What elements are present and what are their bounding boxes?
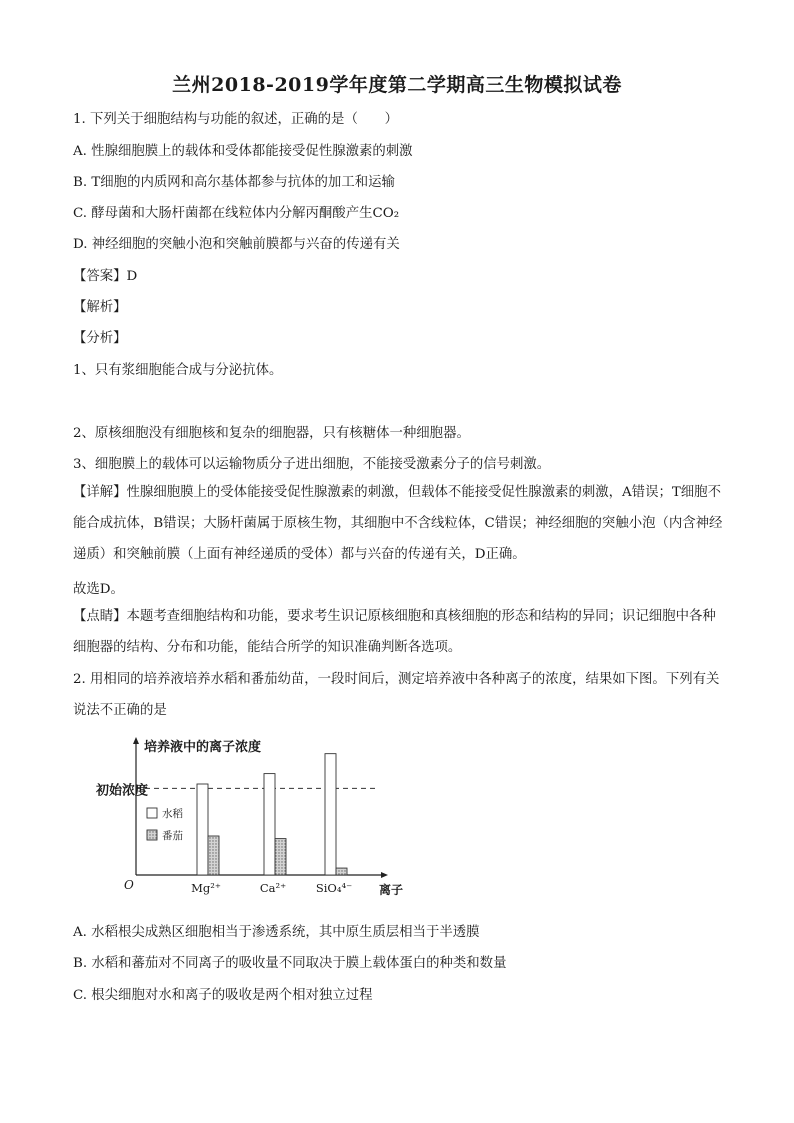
q1-option-b: B. T细胞的内质网和高尔基体都参与抗体的加工和运输 xyxy=(73,175,395,190)
legend-label-1: 番茄 xyxy=(162,830,183,842)
bar-0-1 xyxy=(208,836,219,875)
bar-0-0 xyxy=(197,784,208,875)
q1-option-a: A. 性腺细胞膜上的载体和受体都能接受促性腺激素的刺激 xyxy=(73,144,413,159)
q2-option-a: A. 水稻根尖成熟区细胞相当于渗透系统，其中原生质层相当于半透膜 xyxy=(73,925,480,940)
q1-answer: 【答案】D xyxy=(73,269,138,284)
ion-concentration-chart xyxy=(95,735,425,900)
q1-option-c: C. 酵母菌和大肠杆菌都在线粒体内分解丙酮酸产生CO₂ xyxy=(73,206,400,221)
x-axis-title: 离子 xyxy=(379,883,404,897)
x-tick-label-2: SiO₄⁴⁻ xyxy=(315,881,353,895)
bar-2-1 xyxy=(336,868,347,875)
legend-swatch-1 xyxy=(147,830,157,840)
x-tick-label-0: Mg²⁺ xyxy=(191,881,221,895)
q2-option-c: C. 根尖细胞对水和离子的吸收是两个相对独立过程 xyxy=(73,988,373,1003)
x-axis-arrow xyxy=(381,872,388,878)
q1-option-d: D. 神经细胞的突触小泡和突触前膜都与兴奋的传递有关 xyxy=(73,237,400,252)
bar-2-0 xyxy=(325,754,336,875)
bar-1-1 xyxy=(275,839,286,875)
page-title: 兰州2018-2019学年度第二学期高三生物模拟试卷 xyxy=(172,74,622,96)
q1-analysis-3: 3、细胞膜上的载体可以运输物质分子进出细胞，不能接受激素分子的信号刺激。 xyxy=(73,457,551,472)
q1-detail: 【详解】性腺细胞膜上的受体能接受促性腺激素的刺激，但载体不能接受促性腺激素的刺激，A错误；T细胞不能合成抗体，B错误；大肠杆菌属于原核生物，其细胞中不含线粒体，C错误；神经细胞的突触小泡（内含神经递质）和突触前膜（上面有神经递质的受体）都与兴奋的传递有关，D正确。 xyxy=(73,485,723,562)
bar-1-0 xyxy=(264,774,275,875)
q1-conclusion: 故选D。 xyxy=(73,582,124,597)
question-1-stem: 1. 下列关于细胞结构与功能的叙述，正确的是（ ） xyxy=(73,112,399,127)
q1-comment: 【点睛】本题考查细胞结构和功能，要求考生识记原核细胞和真核细胞的形态和结构的异同；识记细胞中各种细胞器的结构、分布和功能，能结合所学的知识准确判断各选项。 xyxy=(73,609,716,655)
y-axis-arrow xyxy=(133,737,139,744)
legend-swatch-0 xyxy=(147,808,157,818)
x-tick-label-1: Ca²⁺ xyxy=(259,881,287,895)
initial-concentration-label: 初始浓度 xyxy=(96,783,149,799)
q1-analysis-1: 1、只有浆细胞能合成与分泌抗体。 xyxy=(73,363,283,378)
q2-option-b: B. 水稻和蕃茄对不同离子的吸收量不同取决于膜上载体蛋白的种类和数量 xyxy=(73,956,507,971)
q1-jiexi-heading: 【解析】 xyxy=(73,300,127,315)
origin-label: O xyxy=(124,878,134,892)
legend-label-0: 水稻 xyxy=(162,808,183,820)
question-2-stem: 2. 用相同的培养液培养水稻和番茄幼苗，一段时间后，测定培养液中各种离子的浓度，结果如下图。下列有关说法不正确的是 xyxy=(73,672,720,718)
q1-analysis-2: 2、原核细胞没有细胞核和复杂的细胞器，只有核糖体一种细胞器。 xyxy=(73,426,470,441)
q1-fenxi-heading: 【分析】 xyxy=(73,331,127,346)
y-axis-title: 培养液中的离子浓度 xyxy=(144,740,262,755)
